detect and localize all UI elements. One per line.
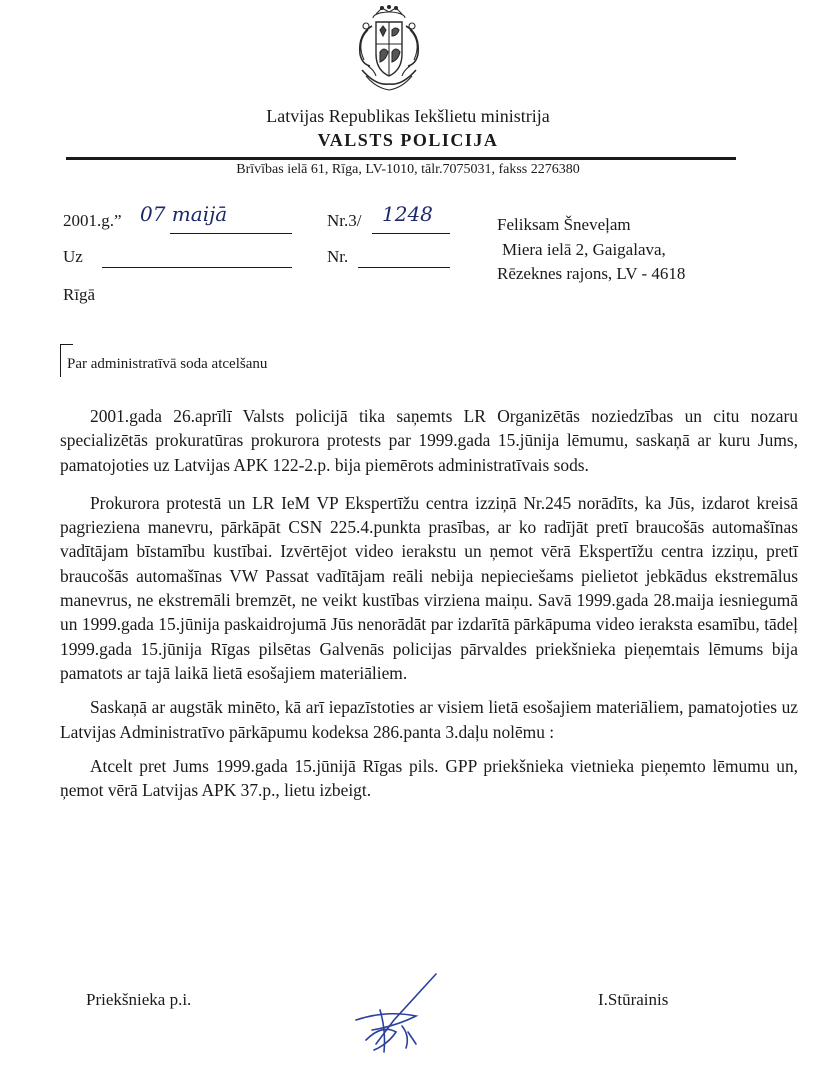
place-label: Rīgā: [63, 285, 96, 304]
nr-prefix: Nr.3/: [327, 211, 362, 230]
agency-address: Brīvības ielā 61, Rīga, LV-1010, tālr.7075031, fakss 2276380: [236, 162, 580, 177]
body-paragraph-4: Atcelt pret Jums 1999.gada 15.jūnijā Rīgas pils. GPP priekšnieka vietnieka pieņemto lēmumu un, ņemot vērā Latvijas APK 37.p., lietu izbeigt.: [60, 755, 798, 801]
body-paragraph-2: Prokurora protestā un LR IeM VP Ekspertīžu centra izziņā Nr.245 norādīts, ka Jūs, izdarot kreisā pagrieziena manevru, pārkāpāt CSN 225.4.punkta prasības, ar ko radījāt pretī braucošās automašīnas vadītājam bīstamību kustībai. Izvērtējot video ierakstu un ņemot vērā Ekspertīžu centra izziņu, pretī braucošās automašīnas VW Passat vadītājam reāli nebija nepieciešams pielietot jebkādus ekstremālus manevrus, ne ekstremāli bremzēt, ne veikt kustības virziena maiņu. Savā 1999.gada 28.maija iesniegumā un 1999.gada 15.jūnija paskaidrojumā Jūs nenorādāt par izdarītā pārkāpuma video ieraksta esamību, tādeļ 1999.gada 15.jūnija Rīgas pilsētas Galvenās policijas pārvaldes priekšnieka pieņemtais lēmums bija pamatots ar tajā laikā lietā esošajiem materiāliem.: [60, 492, 798, 683]
ministry-name: Latvijas Republikas Iekšlietu ministrija: [266, 106, 550, 126]
uz-line: [102, 266, 292, 268]
signatory-name: I.Stūrainis: [598, 990, 669, 1009]
uz-label: Uz: [63, 247, 83, 266]
nr2-line: [358, 266, 450, 268]
nr-line: [372, 232, 450, 234]
nr-handwritten: 1248: [382, 202, 433, 226]
header-divider: [66, 157, 736, 160]
coat-of-arms-emblem: [346, 4, 432, 94]
body-paragraph-3: Saskaņā ar augstāk minēto, kā arī iepazīstoties ar visiem lietā esošajiem materiāliem, pamatojoties uz Latvijas Administratīvo pārkāpumu kodeksa 286.panta 3.daļu nolēmu :: [60, 697, 798, 742]
date-handwritten: 07 maijā: [140, 202, 228, 226]
subject-line: Par administratīvā soda atcelšanu: [67, 356, 268, 372]
date-prefix: 2001.g.”: [63, 211, 122, 230]
date-line: [170, 232, 292, 234]
letter-body: [60, 404, 798, 802]
agency-name: VALSTS POLICIJA: [317, 130, 499, 150]
recipient-region: Rēzeknes rajons, LV - 4618: [497, 264, 686, 283]
recipient-name: Feliksam Šneveļam: [497, 215, 631, 234]
recipient-street: Miera ielā 2, Gaigalava,: [502, 240, 666, 259]
signatory-title: Priekšnieka p.i.: [86, 990, 192, 1009]
handwritten-signature: [336, 970, 466, 1054]
nr2-label: Nr.: [327, 247, 349, 266]
body-paragraph-1: 2001.gada 26.aprīlī Valsts policijā tika saņemts LR Organizētās noziedzības un citu nozaru specializētās prokuratūras prokurora protests par 1999.gada 15.jūnija lēmumu, saskaņā ar kuru Jums, pamatojoties uz Latvijas APK 122-2.p. bija piemērots administratīvais sods.: [60, 406, 798, 475]
